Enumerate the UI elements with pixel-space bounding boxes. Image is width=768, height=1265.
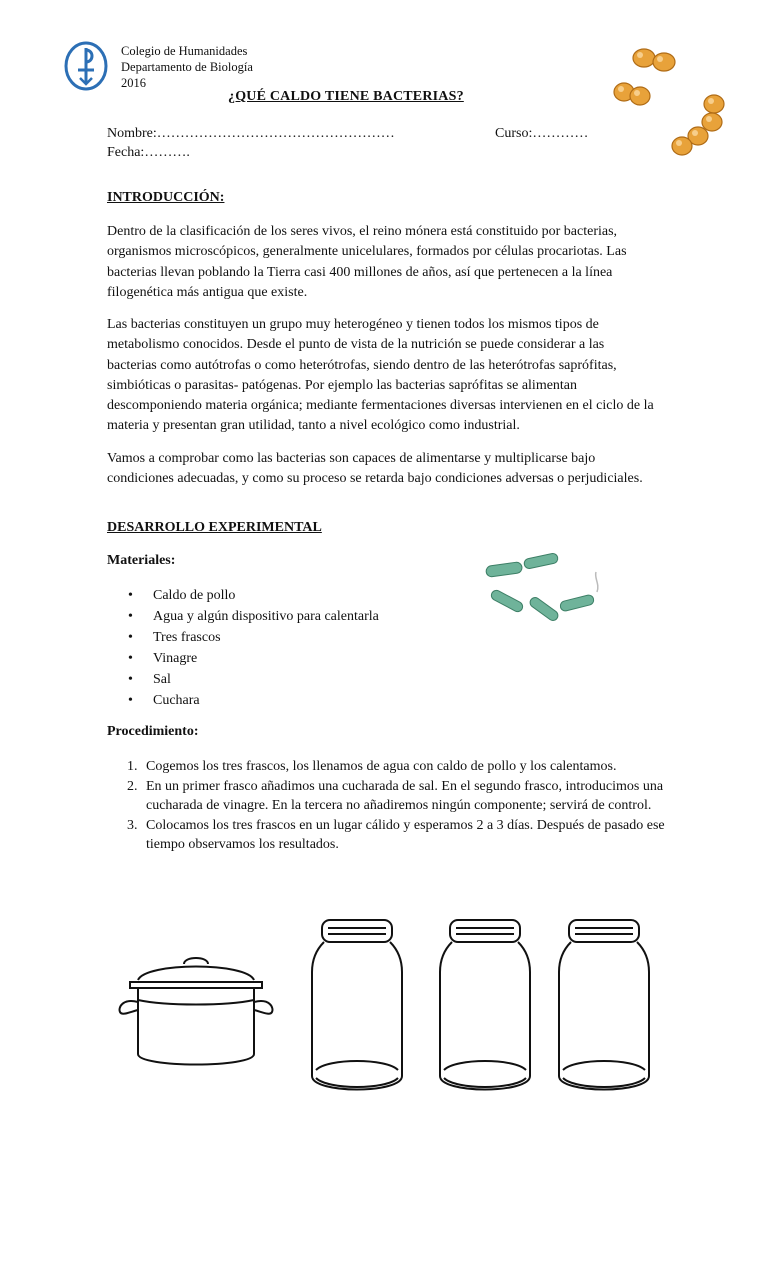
materiales-heading: Materiales: (107, 553, 176, 568)
bullet-glyph: • (128, 672, 133, 687)
school-header (121, 43, 253, 91)
bullet-glyph: • (128, 588, 133, 603)
procedimiento-heading: Procedimiento: (107, 724, 199, 739)
material-item-label: Caldo de pollo (153, 588, 236, 603)
step-text: Cogemos los tres frascos, los llenamos de agua con caldo de pollo y los calentamos. (146, 759, 617, 774)
intro-paragraph-2: Las bacterias constituyen un grupo muy heterogéneo y tienen todos los mismos tipos de metabolismo conocidos. Desde el punto de vista de la nutrición se puede considerar a las bacterias como autótrofas o como heterótrofas, siendo dentro de las heterótrofas saprófitas, simbióticas o parasitas- patógenas. Por ejemplo las bacterias saprófitas se alimentan descomponiendo materia orgánica; mediante fermentaciones diversas intervienen en el ciclo de la materia y presentan gran utilidad, tanto a nivel ecológico como industrial. (107, 317, 654, 434)
materiales-list (107, 585, 379, 711)
desarrollo-heading: DESARROLLO EXPERIMENTAL (107, 520, 322, 535)
bacilli-bacteria-illustration (482, 552, 607, 637)
jar-2-icon (436, 918, 534, 1098)
school-year: 2016 (121, 76, 146, 90)
bullet-glyph: • (128, 693, 133, 708)
material-item-label: Tres frascos (153, 630, 221, 645)
list-item (128, 606, 379, 627)
school-logo-icon (62, 40, 110, 92)
list-item (128, 669, 379, 690)
school-name: Colegio de Humanidades (121, 44, 248, 58)
bullet-glyph: • (128, 630, 133, 645)
list-item (128, 648, 379, 669)
student-fields (107, 124, 667, 162)
list-item (127, 757, 698, 777)
department-name: Departamento de Biología (121, 60, 253, 74)
list-item (128, 627, 379, 648)
fecha-field: Fecha:………. (107, 145, 190, 160)
intro-paragraph-1: Dentro de la clasificación de los seres vivos, el reino mónera está constituido por bacterias, organismos microscópicos, generalmente unicelulares, formados por células procariotas. Las bacterias llevan poblando la Tierra casi 400 millones de años, así que pertenecen a la línea filogenética más antigua que existe. (107, 224, 627, 300)
list-item (128, 585, 379, 606)
intro-heading: INTRODUCCIÓN: (107, 190, 225, 205)
page-title: ¿QUÉ CALDO TIENE BACTERIAS? (228, 89, 464, 104)
step-number: 3. (127, 817, 138, 833)
cooking-pot-icon (116, 950, 276, 1075)
step-text: En un primer frasco añadimos una cucharada de sal. En el segundo frasco, introducimos una cucharada de vinagre. En la tercera no añadiremos ningún componente; servirá de control. (146, 778, 664, 813)
material-item-label: Cuchara (153, 693, 200, 708)
curso-field: Curso:………… (495, 126, 589, 141)
jar-3-icon (555, 918, 653, 1098)
material-item-label: Sal (153, 672, 171, 687)
procedimiento-list (107, 757, 698, 855)
bullet-glyph: • (128, 651, 133, 666)
list-item (127, 816, 698, 855)
bullet-glyph: • (128, 609, 133, 624)
nombre-field: Nombre:…………………………………………… (107, 126, 395, 141)
material-item-label: Agua y algún dispositivo para calentarla (153, 609, 379, 624)
jar-1-icon (308, 918, 406, 1098)
list-item (128, 690, 379, 711)
step-number: 2. (127, 778, 138, 794)
step-number: 1. (127, 759, 138, 774)
list-item (127, 777, 698, 816)
intro-paragraph-3: Vamos a comprobar como las bacterias son capaces de alimentarse y multiplicarse bajo condiciones adecuadas, y como su proceso se retarda bajo condiciones adversas o perjudiciales. (107, 451, 643, 487)
step-text: Colocamos los tres frascos en un lugar cálido y esperamos 2 a 3 días. Después de pasado ese tiempo observamos los resultados. (146, 817, 665, 852)
material-item-label: Vinagre (153, 651, 198, 666)
